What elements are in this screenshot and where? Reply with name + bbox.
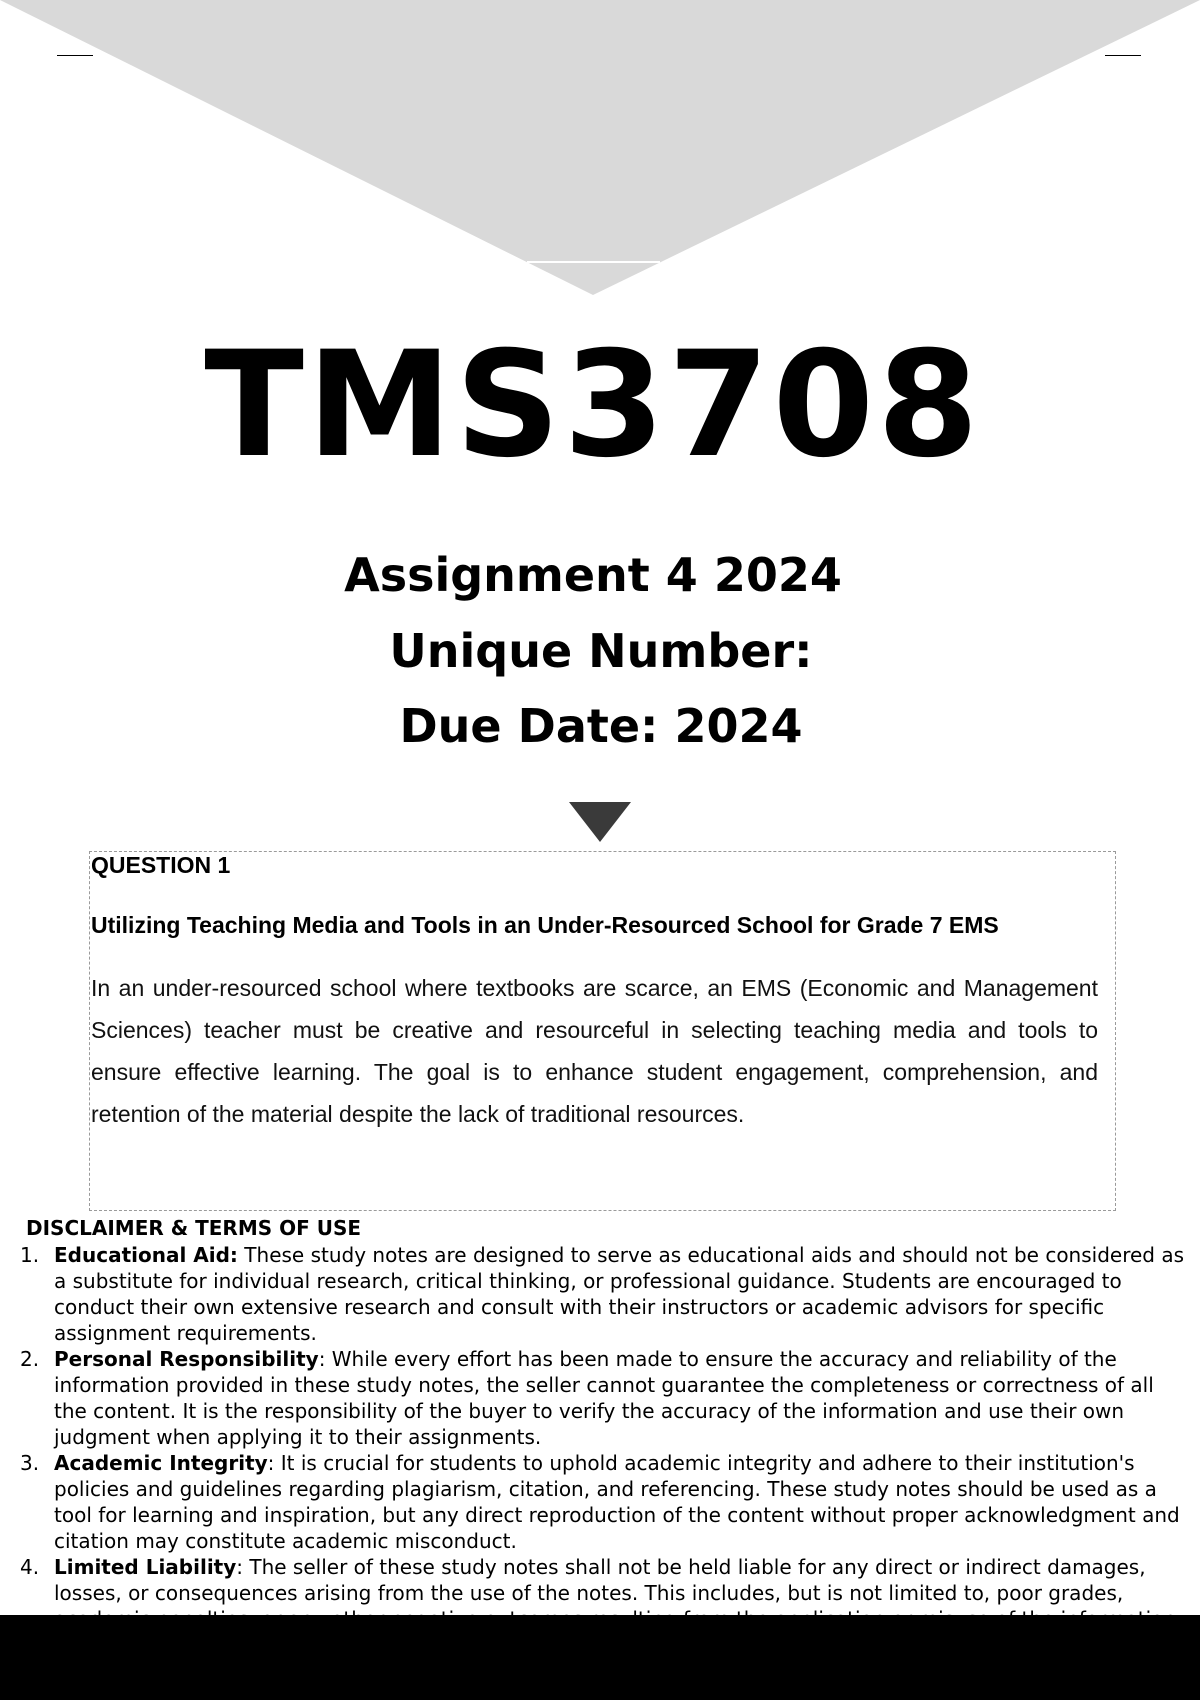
- disclaimer-heading: DISCLAIMER & TERMS OF USE: [26, 1216, 362, 1240]
- question-body: In an under-resourced school where textbooks are scarce, an EMS (Economic and Management Sciences) teacher must be creative and resourceful in selecting teaching media and tools to ensure effective learning. The goal is to enhance student engagement, comprehension, and retention of the material despite the lack of traditional resources.: [91, 975, 1098, 1127]
- list-item-number: 2.: [20, 1347, 40, 1371]
- terms-list: [20, 1242, 1190, 1632]
- list-item-text: : While every effort has been made to ensure the accuracy and reliability of the information provided in these study notes, the seller cannot guarantee the completeness or correctness of all the content. It is the responsibility of the buyer to verify the accuracy of the information and use their own judgment when applying it to their assignments.: [54, 1347, 1154, 1449]
- list-item: [20, 1450, 1190, 1554]
- header-chevron-shape: [0, 0, 1200, 300]
- question-label: QUESTION 1: [91, 852, 231, 878]
- corner-line-right: [1105, 55, 1141, 56]
- list-item-number: 1.: [20, 1243, 40, 1267]
- list-item-number: 3.: [20, 1451, 40, 1475]
- due-date-label: Due Date: 2024: [399, 699, 803, 753]
- list-item-text: : It is crucial for students to uphold academic integrity and adhere to their institution's policies and guidelines regarding plagiarism, citation, and referencing. These study notes should be used as a tool for learning and inspiration, but any direct reproduction of the content without proper acknowledgment and citation may constitute academic misconduct.: [54, 1451, 1180, 1553]
- course-code-title: TMS3708: [204, 320, 982, 490]
- down-arrow-icon: [569, 802, 631, 842]
- list-item-label: Limited Liability: [54, 1555, 237, 1579]
- list-item: [20, 1346, 1190, 1450]
- list-item-text: : The seller of these study notes shall not be held liable for any direct or indirect damages, losses, or consequences arising from the use of the notes. This includes, but is not limited to, poor grades,: [54, 1555, 1146, 1605]
- list-item-text: These study notes are designed to serve as educational aids and should not be considered as a substitute for individual research, critical thinking, or professional guidance. Students are encouraged to conduct their own extensive research and consult with their instructors or academic advisors for specific assignment requirements.: [54, 1243, 1185, 1345]
- question-title: Utilizing Teaching Media and Tools in an Under-Resourced School for Grade 7 EMS: [91, 912, 999, 938]
- assignment-title: Assignment 4 2024: [344, 548, 842, 602]
- list-item-label: Academic Integrity: [54, 1451, 268, 1475]
- list-item: [20, 1242, 1190, 1346]
- list-item-number: 4.: [20, 1555, 40, 1579]
- viewer-bottom-bar: [0, 1615, 1200, 1700]
- list-item-label: Personal Responsibility: [54, 1347, 319, 1371]
- corner-line-left: [57, 55, 93, 56]
- unique-number-label: Unique Number:: [389, 624, 813, 678]
- list-item-label: Educational Aid:: [54, 1243, 238, 1267]
